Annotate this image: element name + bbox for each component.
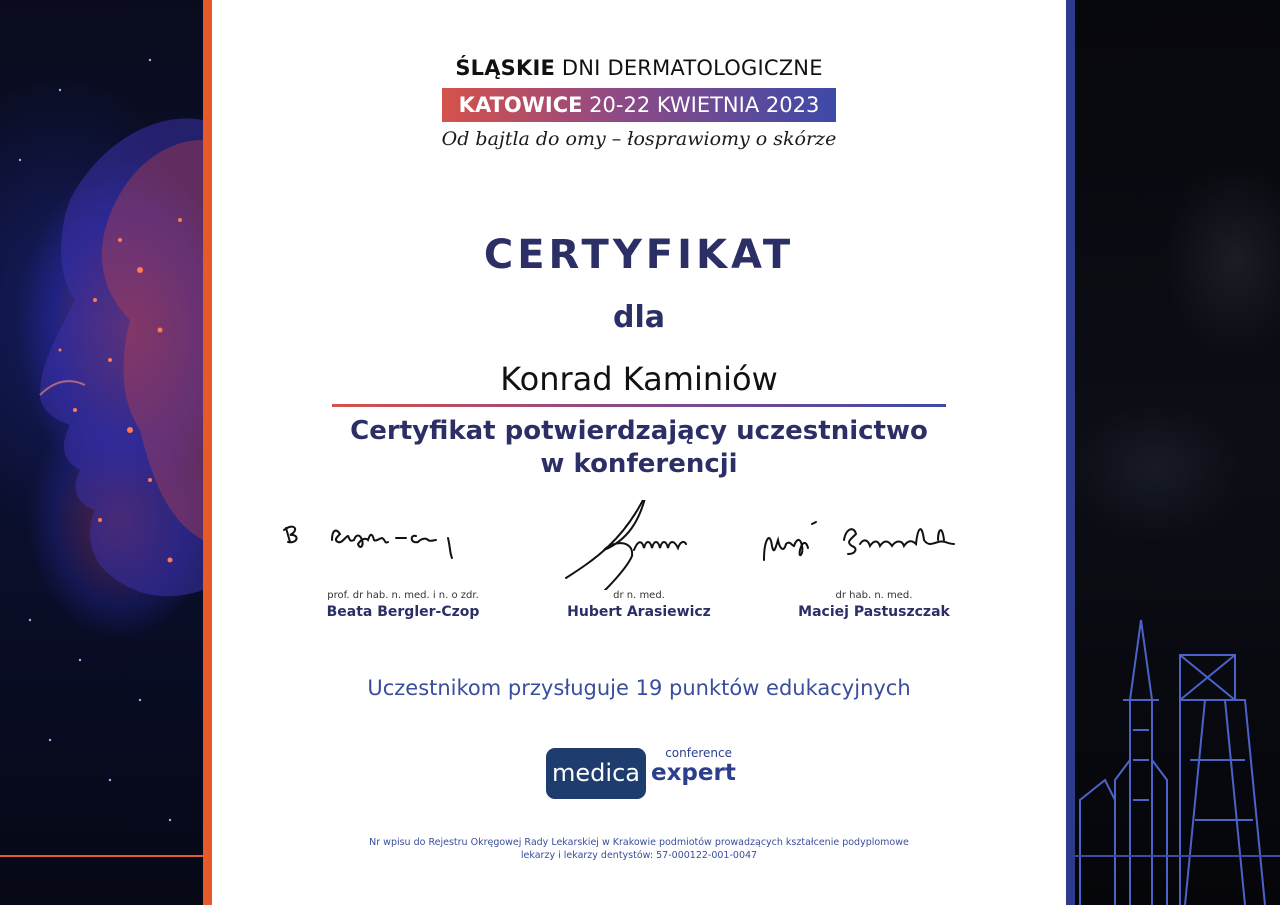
city-skyline-panel bbox=[1075, 0, 1280, 905]
logo-expert-word: expert bbox=[651, 760, 736, 786]
footer-line: Nr wpisu do Rejestru Okręgowej Rady Lekarskiej w Krakowie podmiotów prowadzących kształcenie podyplomowe bbox=[369, 837, 909, 848]
signature-bergler-czop bbox=[276, 500, 526, 590]
signer-name: Maciej Pastuszczak bbox=[798, 604, 950, 620]
left-orange-border bbox=[203, 0, 212, 905]
signer-degree: prof. dr hab. n. med. i n. o zdr. bbox=[327, 590, 479, 601]
glowing-face-illustration bbox=[0, 0, 203, 905]
signer-2 bbox=[514, 590, 764, 620]
signer-degree: dr n. med. bbox=[613, 590, 665, 601]
event-name: ŚLĄSKIE DNI DERMATOLOGICZNE bbox=[455, 56, 823, 80]
signer-degree: dr hab. n. med. bbox=[835, 590, 913, 601]
signature-pastuszczak bbox=[752, 500, 1002, 590]
education-points-text: Uczestnikom przysługuje 19 punktów edukacyjnych bbox=[367, 676, 911, 700]
for-label: dla bbox=[612, 300, 665, 335]
signer-name: Hubert Arasiewicz bbox=[567, 604, 711, 620]
registry-footer bbox=[212, 836, 1066, 862]
event-tagline: Od bajtla do omy – łosprawiomy o skórze bbox=[441, 128, 837, 150]
certificate-description bbox=[212, 415, 1066, 481]
footer-line: lekarzy i lekarzy dentystów: 57-000122-001-0047 bbox=[520, 850, 758, 861]
event-date-banner: KATOWICE 20-22 KWIETNIA 2023 bbox=[442, 88, 836, 122]
recipient-name: Konrad Kaminiów bbox=[500, 360, 778, 398]
face-photo-panel bbox=[0, 0, 203, 905]
right-navy-rule bbox=[1075, 855, 1280, 857]
right-navy-border bbox=[1066, 0, 1075, 905]
signer-3 bbox=[749, 590, 999, 620]
signer-1 bbox=[278, 590, 528, 620]
description-line: w konferencji bbox=[540, 449, 738, 479]
certificate-paper bbox=[212, 0, 1066, 905]
medica-expert-logo-box: medica bbox=[546, 748, 646, 799]
name-underline bbox=[332, 404, 946, 407]
description-line: Certyfikat potwierdzający uczestnictwo bbox=[350, 416, 928, 446]
left-orange-rule bbox=[0, 855, 203, 857]
katowice-towers-illustration bbox=[1075, 0, 1280, 905]
signer-name: Beata Bergler-Czop bbox=[326, 604, 480, 620]
certificate-title: CERTYFIKAT bbox=[483, 232, 795, 278]
logo-conference-label: conference bbox=[665, 746, 732, 760]
signature-arasiewicz bbox=[514, 500, 764, 590]
